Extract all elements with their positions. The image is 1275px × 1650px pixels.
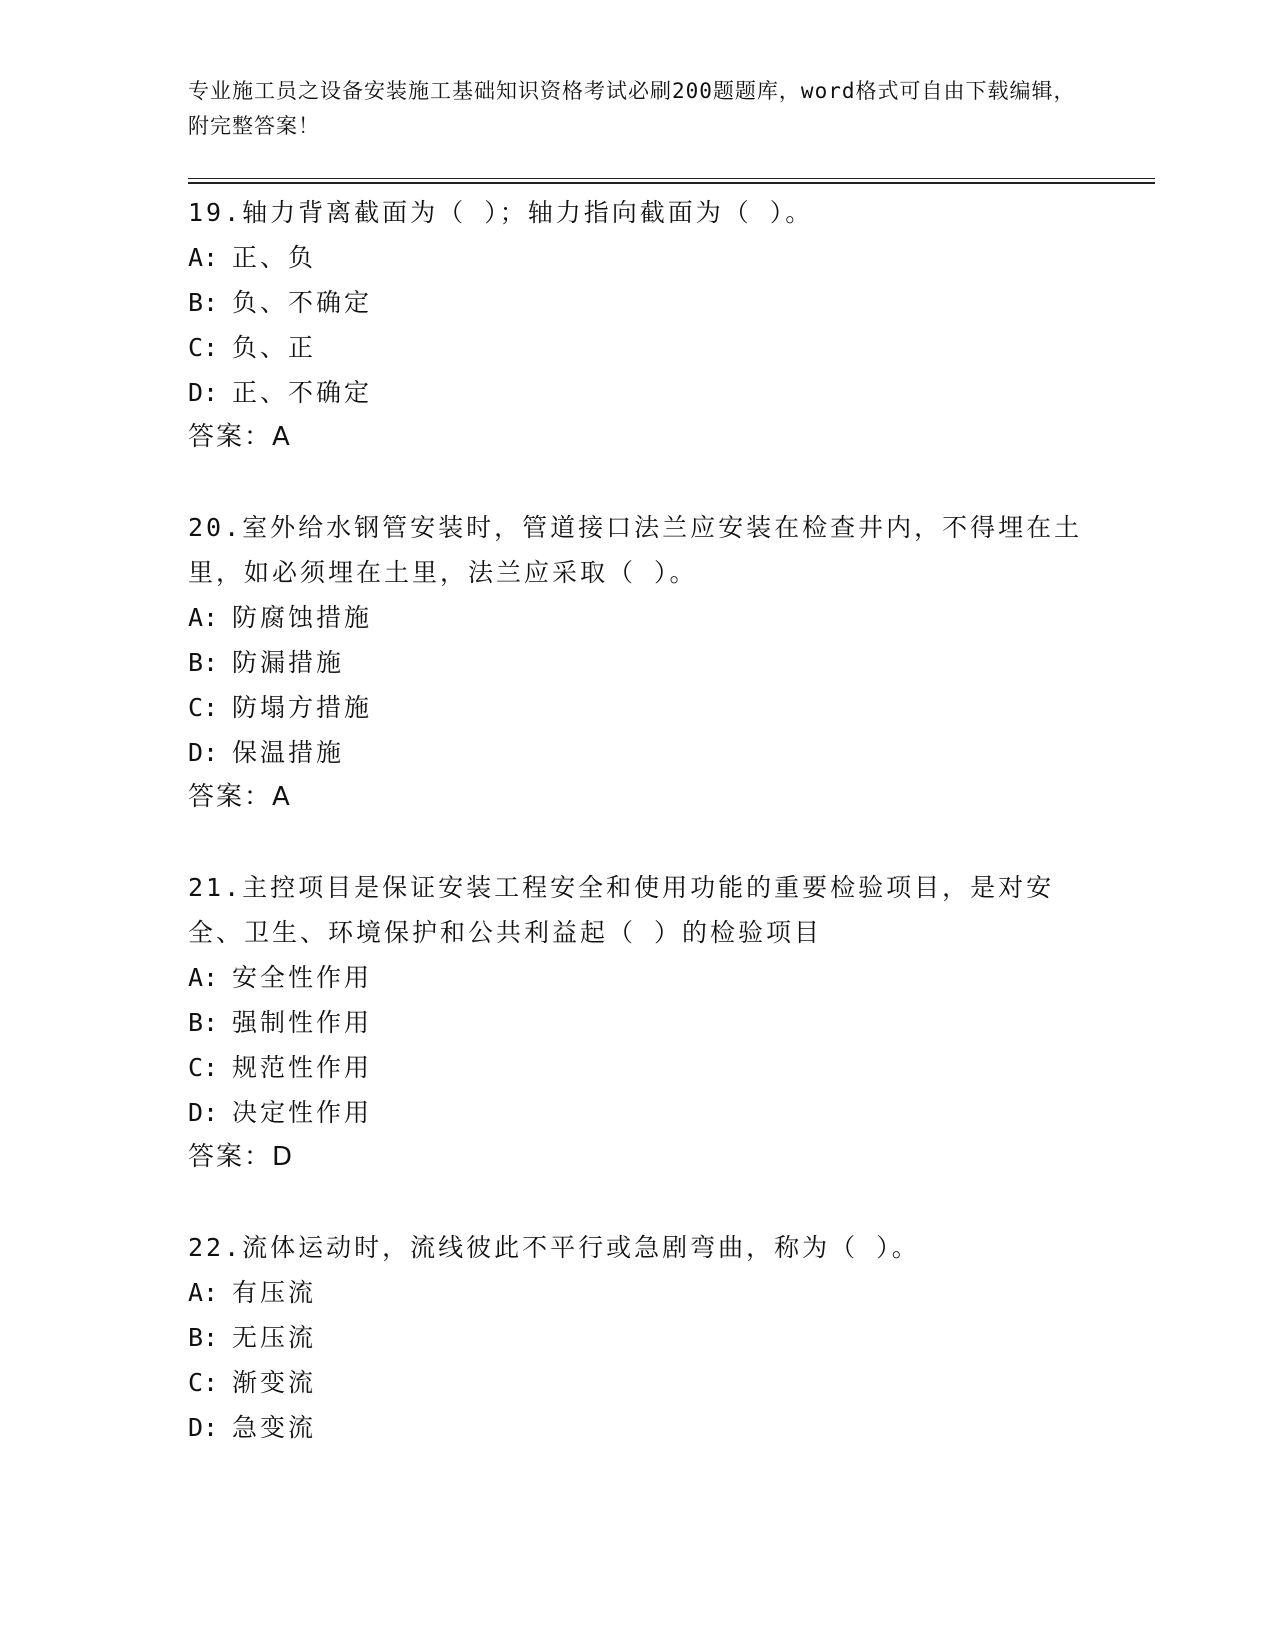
question-list bbox=[188, 190, 1088, 1495]
option-text: 防漏措施 bbox=[232, 648, 345, 677]
option-b bbox=[188, 1000, 1088, 1045]
option-label: C: bbox=[188, 1368, 219, 1397]
option-text: 安全性作用 bbox=[232, 963, 373, 992]
question-21 bbox=[188, 865, 1088, 1180]
option-label: D: bbox=[188, 738, 219, 767]
option-label: D: bbox=[188, 1098, 219, 1127]
option-d bbox=[188, 370, 1088, 415]
option-c bbox=[188, 325, 1088, 370]
option-c bbox=[188, 1045, 1088, 1090]
document-header: 专业施工员之设备安装施工基础知识资格考试必刷200题题库，word格式可自由下载编辑，附完整答案！ bbox=[188, 79, 1076, 138]
option-a bbox=[188, 595, 1088, 640]
option-c bbox=[188, 1360, 1088, 1405]
option-b bbox=[188, 280, 1088, 325]
option-text: 决定性作用 bbox=[232, 1098, 373, 1127]
question-20 bbox=[188, 505, 1088, 820]
option-text: 强制性作用 bbox=[232, 1008, 373, 1037]
option-b bbox=[188, 640, 1088, 685]
answer-value: A bbox=[272, 782, 290, 812]
option-label: D: bbox=[188, 378, 219, 407]
option-text: 无压流 bbox=[232, 1323, 317, 1352]
answer-value: D bbox=[272, 1142, 293, 1172]
option-d bbox=[188, 1090, 1088, 1135]
answer-line bbox=[188, 1135, 1088, 1180]
option-a bbox=[188, 235, 1088, 280]
option-label: C: bbox=[188, 693, 219, 722]
option-text: 负、不确定 bbox=[232, 288, 373, 317]
option-a bbox=[188, 1270, 1088, 1315]
answer-label: 答案： bbox=[188, 782, 273, 812]
option-b bbox=[188, 1315, 1088, 1360]
option-text: 正、负 bbox=[232, 243, 317, 272]
option-label: B: bbox=[188, 288, 219, 317]
option-text: 渐变流 bbox=[232, 1368, 317, 1397]
option-text: 负、正 bbox=[232, 333, 317, 362]
question-stem: 19.轴力背离截面为（ ）；轴力指向截面为（ ）。 bbox=[188, 198, 814, 227]
option-label: B: bbox=[188, 1008, 219, 1037]
question-stem: 21.主控项目是保证安装工程安全和使用功能的重要检验项目，是对安全、卫生、环境保护和公共利益起（ ）的检验项目 bbox=[188, 873, 1055, 947]
option-text: 正、不确定 bbox=[232, 378, 373, 407]
header-divider-thin bbox=[188, 178, 1155, 179]
answer-value: A bbox=[272, 422, 290, 452]
question-19 bbox=[188, 190, 1088, 460]
option-text: 防塌方措施 bbox=[232, 693, 373, 722]
answer-label: 答案： bbox=[188, 422, 273, 452]
option-d bbox=[188, 1405, 1088, 1450]
question-stem: 20.室外给水钢管安装时，管道接口法兰应安装在检查井内，不得埋在土里，如必须埋在土里，法兰应采取（ ）。 bbox=[188, 513, 1083, 587]
option-label: B: bbox=[188, 648, 219, 677]
option-text: 急变流 bbox=[232, 1413, 317, 1442]
option-label: A: bbox=[188, 963, 219, 992]
option-text: 规范性作用 bbox=[232, 1053, 373, 1082]
option-label: A: bbox=[188, 243, 219, 272]
option-label: A: bbox=[188, 603, 219, 632]
option-a bbox=[188, 955, 1088, 1000]
option-label: A: bbox=[188, 1278, 219, 1307]
answer-label: 答案： bbox=[188, 1142, 273, 1172]
option-text: 保温措施 bbox=[232, 738, 345, 767]
option-text: 防腐蚀措施 bbox=[232, 603, 373, 632]
option-label: C: bbox=[188, 1053, 219, 1082]
question-stem: 22.流体运动时，流线彼此不平行或急剧弯曲，称为（ ）。 bbox=[188, 1233, 920, 1262]
question-22 bbox=[188, 1225, 1088, 1450]
option-d bbox=[188, 730, 1088, 775]
option-c bbox=[188, 685, 1088, 730]
option-label: C: bbox=[188, 333, 219, 362]
option-text: 有压流 bbox=[232, 1278, 317, 1307]
answer-line bbox=[188, 775, 1088, 820]
header-divider-thick bbox=[188, 182, 1155, 184]
option-label: D: bbox=[188, 1413, 219, 1442]
answer-line bbox=[188, 415, 1088, 460]
option-label: B: bbox=[188, 1323, 219, 1352]
